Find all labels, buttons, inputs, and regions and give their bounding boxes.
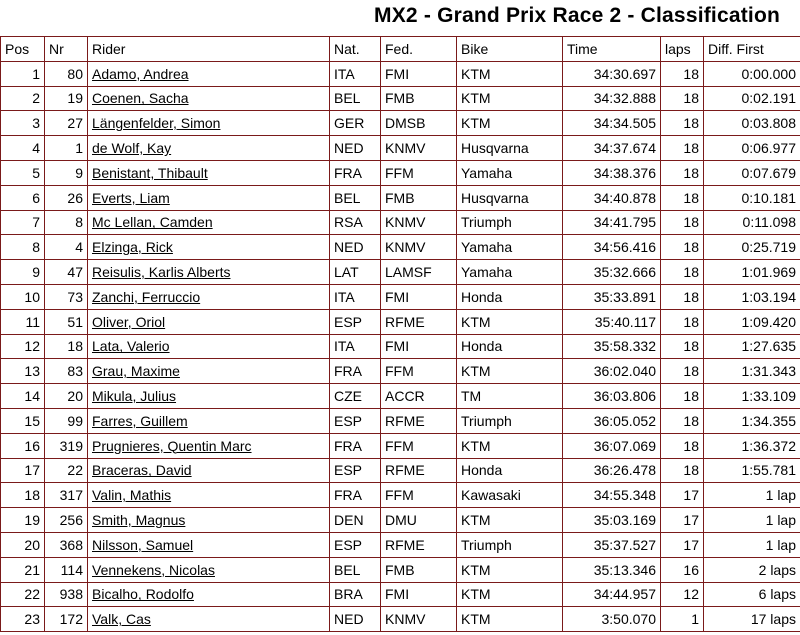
cell-time: 35:37.527	[563, 532, 661, 557]
cell-time: 34:34.505	[563, 111, 661, 136]
cell-time: 34:41.795	[563, 210, 661, 235]
cell-diff: 1:33.109	[704, 384, 800, 409]
cell-pos: 15	[1, 408, 45, 433]
cell-diff: 0:06.977	[704, 136, 800, 161]
cell-fed: FMI	[381, 582, 457, 607]
cell-bike: KTM	[457, 86, 563, 111]
cell-laps: 17	[661, 508, 704, 533]
header-row	[1, 37, 800, 62]
cell-time: 34:44.957	[563, 582, 661, 607]
classification-body	[1, 61, 800, 631]
table-row	[1, 384, 800, 409]
cell-rider	[88, 260, 330, 285]
header-pos: Pos	[1, 37, 45, 62]
cell-rider	[88, 508, 330, 533]
rider-link[interactable]: Smith, Magnus	[92, 512, 186, 529]
cell-fed: RFME	[381, 309, 457, 334]
cell-pos: 20	[1, 532, 45, 557]
cell-rider	[88, 483, 330, 508]
cell-diff: 0:07.679	[704, 160, 800, 185]
table-row	[1, 458, 800, 483]
cell-time: 35:40.117	[563, 309, 661, 334]
table-row	[1, 532, 800, 557]
cell-nat: ITA	[330, 334, 381, 359]
cell-bike: Yamaha	[457, 160, 563, 185]
cell-diff: 0:10.181	[704, 185, 800, 210]
cell-pos: 2	[1, 86, 45, 111]
cell-laps: 18	[661, 260, 704, 285]
cell-nat: CZE	[330, 384, 381, 409]
cell-time: 34:40.878	[563, 185, 661, 210]
table-row	[1, 433, 800, 458]
table-row	[1, 61, 800, 86]
cell-nat: ESP	[330, 458, 381, 483]
cell-nr: 19	[45, 86, 88, 111]
cell-diff: 1:27.635	[704, 334, 800, 359]
cell-bike: Husqvarna	[457, 185, 563, 210]
cell-diff: 1 lap	[704, 508, 800, 533]
cell-nat: ESP	[330, 408, 381, 433]
header-nat: Nat.	[330, 37, 381, 62]
cell-nat: BEL	[330, 86, 381, 111]
cell-bike: Triumph	[457, 210, 563, 235]
cell-nat: DEN	[330, 508, 381, 533]
cell-rider	[88, 309, 330, 334]
cell-pos: 4	[1, 136, 45, 161]
cell-diff: 1:36.372	[704, 433, 800, 458]
cell-rider	[88, 235, 330, 260]
cell-diff: 0:03.808	[704, 111, 800, 136]
cell-nr: 20	[45, 384, 88, 409]
table-row	[1, 111, 800, 136]
cell-bike: TM	[457, 384, 563, 409]
cell-laps: 18	[661, 408, 704, 433]
cell-fed: RFME	[381, 458, 457, 483]
cell-rider	[88, 359, 330, 384]
cell-rider	[88, 607, 330, 632]
cell-time: 35:33.891	[563, 284, 661, 309]
header-laps: laps	[661, 37, 704, 62]
cell-nr: 4	[45, 235, 88, 260]
cell-bike: Yamaha	[457, 260, 563, 285]
cell-pos: 3	[1, 111, 45, 136]
cell-time: 35:58.332	[563, 334, 661, 359]
cell-nr: 80	[45, 61, 88, 86]
cell-nat: ITA	[330, 61, 381, 86]
cell-nat: ESP	[330, 532, 381, 557]
cell-nat: FRA	[330, 359, 381, 384]
cell-bike: Yamaha	[457, 235, 563, 260]
rider-link[interactable]: Reisulis, Karlis Alberts	[92, 264, 231, 281]
cell-diff: 1:01.969	[704, 260, 800, 285]
cell-rider	[88, 532, 330, 557]
cell-bike: Honda	[457, 284, 563, 309]
rider-link[interactable]: Vennekens, Nicolas	[92, 561, 215, 578]
cell-laps: 18	[661, 334, 704, 359]
rider-link[interactable]: Braceras, David	[92, 462, 192, 479]
cell-laps: 18	[661, 61, 704, 86]
cell-fed: FFM	[381, 359, 457, 384]
cell-pos: 22	[1, 582, 45, 607]
header-rider: Rider	[88, 37, 330, 62]
cell-bike: Kawasaki	[457, 483, 563, 508]
cell-time: 36:07.069	[563, 433, 661, 458]
cell-pos: 18	[1, 483, 45, 508]
rider-link[interactable]: Coenen, Sacha	[92, 90, 189, 107]
cell-fed: FFM	[381, 160, 457, 185]
cell-nr: 319	[45, 433, 88, 458]
cell-pos: 12	[1, 334, 45, 359]
cell-nr: 9	[45, 160, 88, 185]
cell-pos: 13	[1, 359, 45, 384]
rider-link[interactable]: Valk, Cas	[92, 611, 151, 628]
table-row	[1, 160, 800, 185]
cell-bike: KTM	[457, 508, 563, 533]
rider-link[interactable]: Mc Lellan, Camden	[92, 214, 213, 231]
rider-link[interactable]: Längenfelder, Simon	[92, 115, 221, 132]
table-row	[1, 557, 800, 582]
cell-bike: KTM	[457, 607, 563, 632]
cell-fed: RFME	[381, 408, 457, 433]
cell-pos: 17	[1, 458, 45, 483]
cell-nr: 368	[45, 532, 88, 557]
cell-time: 3:50.070	[563, 607, 661, 632]
rider-link[interactable]: Benistant, Thibault	[92, 164, 208, 181]
cell-nr: 51	[45, 309, 88, 334]
cell-time: 35:32.666	[563, 260, 661, 285]
cell-fed: KNMV	[381, 235, 457, 260]
cell-pos: 9	[1, 260, 45, 285]
table-row	[1, 334, 800, 359]
cell-nr: 26	[45, 185, 88, 210]
cell-bike: KTM	[457, 582, 563, 607]
cell-fed: ACCR	[381, 384, 457, 409]
cell-nr: 22	[45, 458, 88, 483]
cell-nr: 1	[45, 136, 88, 161]
page-title: MX2 - Grand Prix Race 2 - Classification	[374, 4, 780, 27]
cell-pos: 8	[1, 235, 45, 260]
cell-nr: 8	[45, 210, 88, 235]
cell-rider	[88, 284, 330, 309]
cell-pos: 11	[1, 309, 45, 334]
cell-nat: BEL	[330, 185, 381, 210]
table-row	[1, 582, 800, 607]
rider-link[interactable]: Everts, Liam	[92, 189, 170, 206]
cell-rider	[88, 557, 330, 582]
cell-diff: 0:11.098	[704, 210, 800, 235]
cell-nat: BEL	[330, 557, 381, 582]
cell-nr: 256	[45, 508, 88, 533]
cell-laps: 17	[661, 532, 704, 557]
cell-pos: 10	[1, 284, 45, 309]
cell-fed: DMU	[381, 508, 457, 533]
cell-laps: 16	[661, 557, 704, 582]
cell-laps: 18	[661, 160, 704, 185]
cell-diff: 1 lap	[704, 483, 800, 508]
table-row	[1, 210, 800, 235]
cell-nat: FRA	[330, 160, 381, 185]
cell-rider	[88, 185, 330, 210]
rider-link[interactable]: Elzinga, Rick	[92, 239, 173, 256]
rider-link[interactable]: Adamo, Andrea	[92, 65, 189, 82]
cell-bike: Triumph	[457, 532, 563, 557]
cell-diff: 1:03.194	[704, 284, 800, 309]
rider-link[interactable]: Oliver, Oriol	[92, 313, 166, 330]
cell-nr: 83	[45, 359, 88, 384]
cell-fed: RFME	[381, 532, 457, 557]
cell-laps: 18	[661, 433, 704, 458]
cell-nat: NED	[330, 136, 381, 161]
rider-link[interactable]: Mikula, Julius	[92, 388, 177, 405]
cell-rider	[88, 433, 330, 458]
rider-link[interactable]: Farres, Guillem	[92, 412, 188, 429]
cell-laps: 18	[661, 86, 704, 111]
cell-laps: 18	[661, 284, 704, 309]
table-row	[1, 284, 800, 309]
rider-link[interactable]: de Wolf, Kay	[92, 140, 172, 157]
cell-bike: Honda	[457, 334, 563, 359]
cell-diff: 0:25.719	[704, 235, 800, 260]
cell-nr: 47	[45, 260, 88, 285]
cell-fed: FMI	[381, 284, 457, 309]
cell-bike: KTM	[457, 557, 563, 582]
cell-laps: 18	[661, 111, 704, 136]
table-row	[1, 86, 800, 111]
cell-nr: 114	[45, 557, 88, 582]
rider-link[interactable]: Lata, Valerio	[92, 338, 170, 355]
cell-nat: BRA	[330, 582, 381, 607]
cell-nat: FRA	[330, 433, 381, 458]
cell-fed: FMI	[381, 61, 457, 86]
header-time: Time	[563, 37, 661, 62]
cell-laps: 18	[661, 309, 704, 334]
cell-fed: DMSB	[381, 111, 457, 136]
cell-diff: 0:00.000	[704, 61, 800, 86]
cell-pos: 5	[1, 160, 45, 185]
cell-nat: ITA	[330, 284, 381, 309]
cell-pos: 23	[1, 607, 45, 632]
table-row	[1, 235, 800, 260]
cell-diff: 17 laps	[704, 607, 800, 632]
cell-laps: 17	[661, 483, 704, 508]
cell-pos: 7	[1, 210, 45, 235]
cell-nat: NED	[330, 235, 381, 260]
cell-pos: 14	[1, 384, 45, 409]
cell-bike: KTM	[457, 309, 563, 334]
cell-bike: KTM	[457, 61, 563, 86]
cell-fed: KNMV	[381, 136, 457, 161]
cell-time: 36:26.478	[563, 458, 661, 483]
cell-laps: 12	[661, 582, 704, 607]
cell-time: 35:13.346	[563, 557, 661, 582]
cell-bike: Husqvarna	[457, 136, 563, 161]
cell-diff: 2 laps	[704, 557, 800, 582]
cell-laps: 18	[661, 185, 704, 210]
cell-rider	[88, 384, 330, 409]
cell-rider	[88, 408, 330, 433]
rider-link[interactable]: Valin, Mathis	[92, 487, 172, 504]
cell-rider	[88, 61, 330, 86]
cell-time: 34:37.674	[563, 136, 661, 161]
cell-rider	[88, 136, 330, 161]
cell-nat: ESP	[330, 309, 381, 334]
cell-nat: LAT	[330, 260, 381, 285]
cell-laps: 18	[661, 384, 704, 409]
cell-fed: FFM	[381, 433, 457, 458]
cell-bike: Honda	[457, 458, 563, 483]
table-row	[1, 607, 800, 632]
cell-fed: FMB	[381, 86, 457, 111]
cell-time: 35:03.169	[563, 508, 661, 533]
cell-fed: KNMV	[381, 607, 457, 632]
cell-nat: NED	[330, 607, 381, 632]
cell-nr: 73	[45, 284, 88, 309]
cell-pos: 6	[1, 185, 45, 210]
cell-fed: FMB	[381, 557, 457, 582]
rider-link[interactable]: Prugnieres, Quentin Marc	[92, 437, 252, 454]
table-row	[1, 508, 800, 533]
table-row	[1, 260, 800, 285]
cell-pos: 21	[1, 557, 45, 582]
cell-nr: 172	[45, 607, 88, 632]
cell-pos: 19	[1, 508, 45, 533]
cell-rider	[88, 210, 330, 235]
cell-nat: FRA	[330, 483, 381, 508]
cell-time: 36:03.806	[563, 384, 661, 409]
cell-time: 34:38.376	[563, 160, 661, 185]
cell-nr: 18	[45, 334, 88, 359]
cell-pos: 1	[1, 61, 45, 86]
table-row	[1, 408, 800, 433]
cell-laps: 18	[661, 359, 704, 384]
rider-link[interactable]: Grau, Maxime	[92, 363, 180, 380]
cell-diff: 0:02.191	[704, 86, 800, 111]
cell-fed: FFM	[381, 483, 457, 508]
table-row	[1, 483, 800, 508]
cell-time: 36:02.040	[563, 359, 661, 384]
table-row	[1, 185, 800, 210]
cell-diff: 1:55.781	[704, 458, 800, 483]
cell-rider	[88, 458, 330, 483]
cell-laps: 18	[661, 458, 704, 483]
cell-fed: FMI	[381, 334, 457, 359]
table-row	[1, 359, 800, 384]
cell-nat: RSA	[330, 210, 381, 235]
cell-time: 36:05.052	[563, 408, 661, 433]
cell-fed: KNMV	[381, 210, 457, 235]
cell-time: 34:30.697	[563, 61, 661, 86]
cell-diff: 6 laps	[704, 582, 800, 607]
header-nr: Nr	[45, 37, 88, 62]
cell-fed: LAMSF	[381, 260, 457, 285]
cell-rider	[88, 582, 330, 607]
rider-link[interactable]: Bicalho, Rodolfo	[92, 586, 194, 603]
cell-diff: 1:09.420	[704, 309, 800, 334]
cell-rider	[88, 160, 330, 185]
header-fed: Fed.	[381, 37, 457, 62]
cell-bike: Triumph	[457, 408, 563, 433]
rider-link[interactable]: Nilsson, Samuel	[92, 536, 194, 553]
cell-time: 34:55.348	[563, 483, 661, 508]
header-bike: Bike	[457, 37, 563, 62]
cell-laps: 18	[661, 136, 704, 161]
cell-nr: 317	[45, 483, 88, 508]
classification-table	[0, 36, 800, 632]
cell-time: 34:56.416	[563, 235, 661, 260]
cell-laps: 18	[661, 210, 704, 235]
cell-bike: KTM	[457, 433, 563, 458]
cell-nr: 27	[45, 111, 88, 136]
cell-rider	[88, 86, 330, 111]
cell-laps: 18	[661, 235, 704, 260]
header-diff-first: Diff. First	[704, 37, 800, 62]
cell-diff: 1:31.343	[704, 359, 800, 384]
cell-laps: 1	[661, 607, 704, 632]
cell-diff: 1 lap	[704, 532, 800, 557]
cell-bike: KTM	[457, 111, 563, 136]
cell-pos: 16	[1, 433, 45, 458]
cell-bike: KTM	[457, 359, 563, 384]
cell-rider	[88, 334, 330, 359]
cell-nat: GER	[330, 111, 381, 136]
cell-rider	[88, 111, 330, 136]
cell-diff: 1:34.355	[704, 408, 800, 433]
cell-time: 34:32.888	[563, 86, 661, 111]
table-row	[1, 136, 800, 161]
cell-nr: 99	[45, 408, 88, 433]
table-row	[1, 309, 800, 334]
cell-fed: FMB	[381, 185, 457, 210]
cell-nr: 938	[45, 582, 88, 607]
rider-link[interactable]: Zanchi, Ferruccio	[92, 288, 201, 305]
